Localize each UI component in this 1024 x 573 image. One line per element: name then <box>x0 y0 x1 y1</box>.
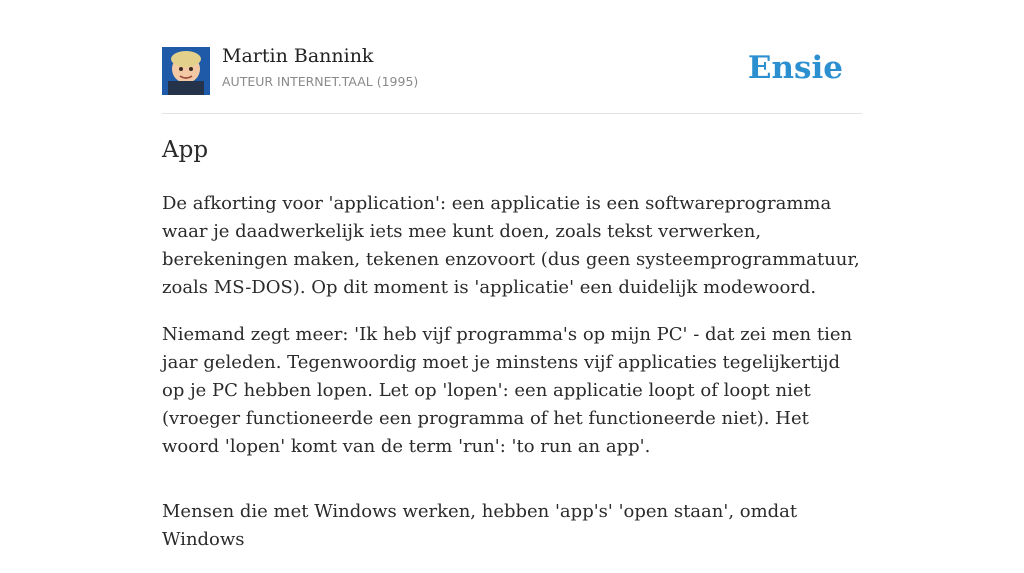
author-photo-icon <box>162 47 210 95</box>
paragraph: Niemand zegt meer: 'Ik heb vijf programma's op mijn PC' - dat zei men tien jaar geleden. Tegenwoordig moet je minstens vijf applicaties tegelijkertijd op je PC hebben lopen. Let op 'lopen': een applicatie loopt of loopt niet (vroeger functioneerde een programma of het functioneerde niet). Het woord 'lopen' komt van de term 'run': 'to run an app'. <box>162 324 853 457</box>
article-body <box>162 190 862 573</box>
author-name[interactable]: Martin Bannink <box>222 45 374 67</box>
content-container <box>162 0 862 550</box>
header <box>162 0 862 114</box>
author-subtitle: AUTEUR INTERNET.TAAL (1995) <box>222 74 419 89</box>
avatar[interactable] <box>162 47 210 95</box>
site-logo[interactable]: Ensie <box>747 50 843 86</box>
paragraph: Mensen die met Windows werken, hebben 'app's' 'open staan', omdat Windows <box>162 501 798 550</box>
article-title: App <box>162 137 209 163</box>
paragraph: De afkorting voor 'application': een applicatie is een softwareprogramma waar je daadwerkelijk iets mee kunt doen, zoals tekst verwerken, berekeningen maken, tekenen enzovoort (dus geen systeemprogrammatuur, zoals MS-DOS). Op dit moment is 'applicatie' een duidelijk modewoord. <box>162 193 860 298</box>
